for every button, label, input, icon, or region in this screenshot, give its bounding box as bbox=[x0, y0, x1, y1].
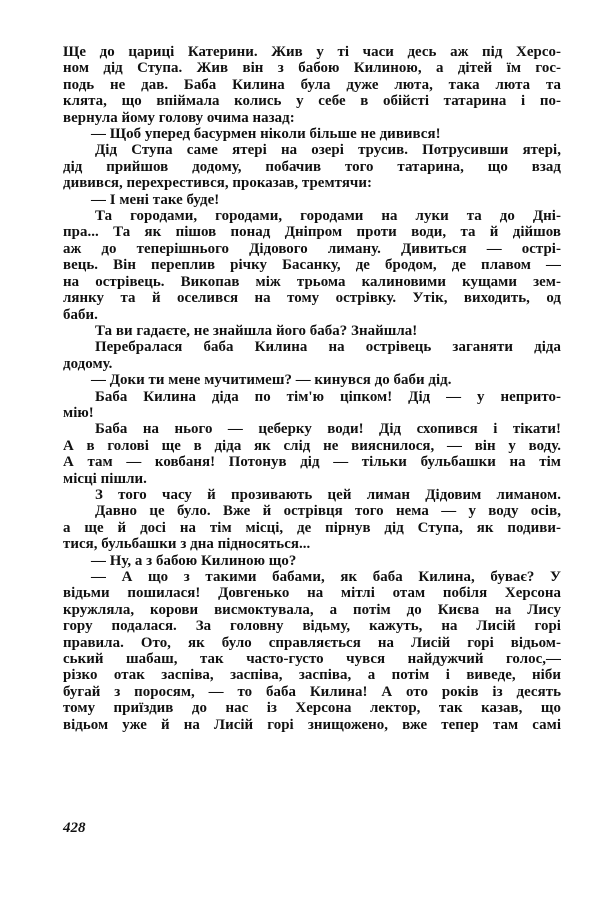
text-line: клята, що впіймала колись у себе в обійсті татарина і по- bbox=[63, 93, 561, 110]
text-line: Перебралася баба Килина на острівець заганяти діда bbox=[95, 339, 561, 356]
text-line: мію! bbox=[63, 404, 94, 421]
text-line: дід прийшов додому, побачив того татарина, що взад bbox=[63, 158, 561, 175]
text-line: кружляла, корови висмоктувала, а потім до Києва на Лису bbox=[63, 601, 561, 618]
text-line: Баба на нього — цеберку води! Дід схопився і тікати! bbox=[95, 421, 561, 438]
text-line: правила. Ото, як було справляється на Лисій горі відьом- bbox=[63, 634, 561, 651]
text-line: аж до теперішнього Дідового лиману. Дивиться — острі- bbox=[63, 240, 561, 257]
text-line: — Щоб уперед басурмен ніколи більше не дивився! bbox=[91, 126, 441, 143]
text-line: — Ну, а з бабою Килиною що? bbox=[91, 552, 297, 569]
text-line: баби. bbox=[63, 306, 98, 323]
text-line: А там — ковбаня! Потонув дід — тільки бульбашки на тім bbox=[63, 454, 561, 471]
text-line: пра... Та як пішов понад Дніпром проти води, та й дійшов bbox=[63, 224, 561, 241]
text-line: Та ви гадаєте, не знайшла його баба? Знайшла! bbox=[95, 322, 418, 339]
body-text bbox=[63, 44, 561, 733]
text-line: додому. bbox=[63, 355, 113, 372]
text-line: А в голові ще в діда як слід не вияснилося, — він у воду. bbox=[63, 437, 561, 454]
text-line: дивився, перехрестився, проказав, тремтячи: bbox=[63, 175, 373, 192]
text-line: З того часу й прозивають цей лиман Дідовим лиманом. bbox=[95, 486, 561, 503]
text-line: — А що з такими бабами, як баба Килина, буває? У bbox=[91, 569, 561, 585]
text-line: на острівець. Викопав між трьома калиновими кущами зем- bbox=[63, 273, 561, 290]
text-line: а ще й досі на тім місці, де пірнув дід Ступа, як подиви- bbox=[63, 519, 561, 536]
text-line: — І мені таке буде! bbox=[91, 191, 220, 208]
text-line: вець. Він переплив річку Басанку, де бродом, де плавом — bbox=[63, 257, 561, 274]
text-line: лянку та й оселився на тому острівку. Утік, виходить, од bbox=[63, 290, 561, 307]
text-line: вернула йому голову очима назад: bbox=[63, 109, 295, 126]
text-line: гору подалася. За головну відьму, кажуть, на Лисій горі bbox=[63, 618, 561, 635]
text-line: тися, бульбашки з дна підносяться... bbox=[63, 536, 311, 553]
text-line: Та городами, городами, городами на луки та до Дні- bbox=[95, 208, 561, 225]
text-line: ський шабаш, так часто-густо чувся найдужчий голос,— bbox=[63, 651, 561, 668]
text-line: — Доки ти мене мучитимеш? — кинувся до баби дід. bbox=[91, 372, 452, 389]
page-number: 428 bbox=[63, 820, 86, 836]
text-line: Ще до цариці Катерини. Жив у ті часи десь аж під Херсо- bbox=[63, 44, 561, 60]
text-line: різко отак заспіва, заспіва, заспіва, а потім і виведе, ніби bbox=[63, 667, 561, 684]
text-line: відьми пошилася! Довгенько на мітлі отам побіля Херсона bbox=[63, 585, 561, 602]
text-line: ном дід Ступа. Жив він з бабою Килиною, а дітей їм гос- bbox=[63, 60, 561, 77]
text-line: бугай з поросям, — то баба Килина! А ото років із десять bbox=[63, 683, 561, 700]
text-line: відьом уже й на Лисій горі знищожено, вже тепер там самі bbox=[63, 716, 561, 733]
text-line: Давно це було. Вже й острівця того нема — у воду осів, bbox=[95, 503, 561, 520]
text-line: тому приїздив до нас із Херсона лектор, так казав, що bbox=[63, 700, 561, 717]
text-line: Баба Килина діда по тім'ю ціпком! Дід — у неприто- bbox=[95, 388, 561, 405]
text-line: місці пішли. bbox=[63, 470, 147, 487]
text-line: Дід Ступа саме ятері на озері трусив. Потрусивши ятері, bbox=[95, 142, 561, 159]
text-line: подь не дав. Баба Килина була дуже люта, така люта та bbox=[63, 76, 561, 93]
